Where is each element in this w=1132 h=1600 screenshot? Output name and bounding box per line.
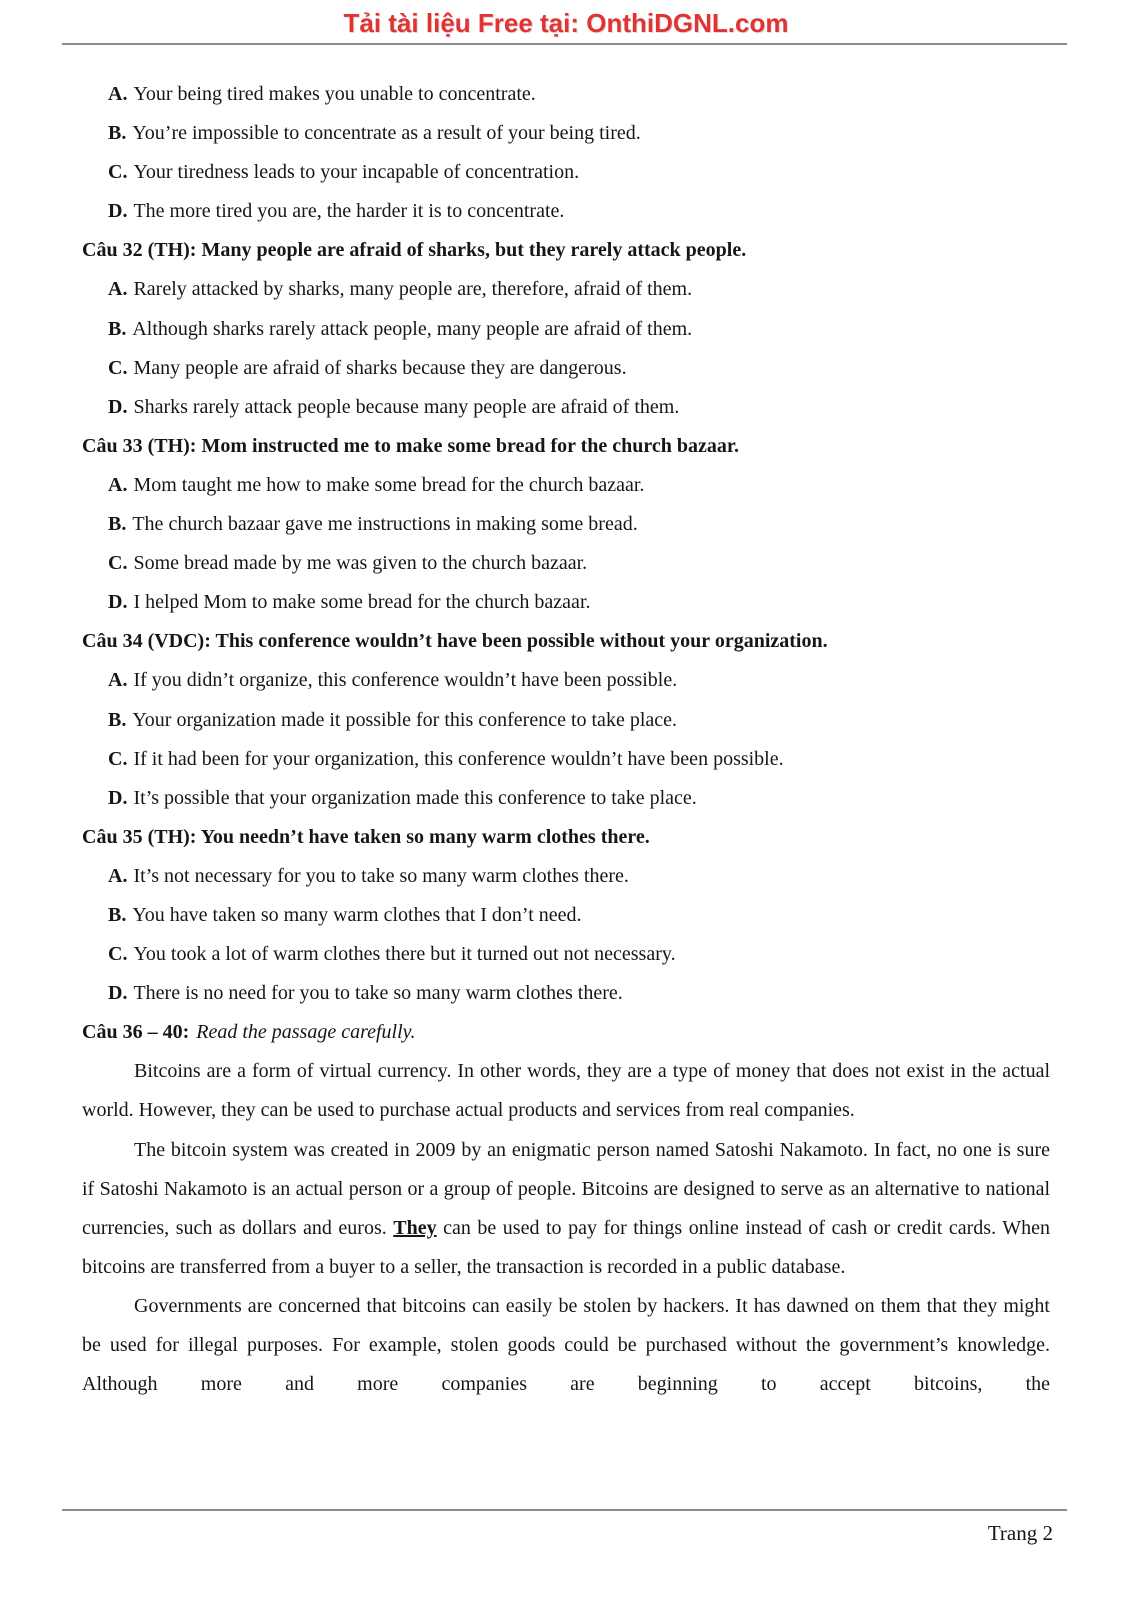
option-text: You’re impossible to concentrate as a result of your being tired. (132, 122, 641, 145)
option-letter: B. (108, 122, 127, 145)
option-letter: C. (108, 161, 128, 184)
question-block (82, 427, 1050, 622)
option-text: If you didn’t organize, this conference wouldn’t have been possible. (133, 669, 678, 692)
answer-option (82, 661, 1050, 700)
question-block (82, 818, 1050, 1013)
option-text: The more tired you are, the harder it is to concentrate. (133, 200, 565, 223)
passage-text-after: can be used to pay for things online instead of cash or credit cards. When bitcoins are transferred from a buyer to a seller, the transaction is recorded in a public database. (82, 1216, 1051, 1278)
answer-option (82, 740, 1050, 779)
option-letter: C. (108, 943, 128, 966)
option-letter: A. (108, 83, 128, 105)
option-letter: B. (108, 903, 127, 926)
option-text: Your organization made it possible for this conference to take place. (132, 708, 678, 731)
option-text: If it had been for your organization, this conference wouldn’t have been possible. (133, 747, 784, 770)
option-letter: B. (108, 317, 127, 340)
option-letter: B. (108, 708, 127, 731)
option-text: Sharks rarely attack people because many people are afraid of them. (133, 395, 680, 418)
option-letter: D. (108, 591, 128, 614)
answer-option (82, 896, 1050, 935)
answer-option (82, 153, 1050, 192)
question-block (82, 622, 1050, 817)
underlined-pronoun: They (393, 1216, 437, 1239)
option-text: Rarely attacked by sharks, many people are, therefore, afraid of them. (133, 278, 693, 301)
answer-option (82, 701, 1050, 740)
option-letter: D. (108, 786, 128, 809)
option-text: Mom taught me how to make some bread for the church bazaar. (133, 473, 645, 496)
answer-option (82, 388, 1050, 427)
promo-banner: Tải tài liệu Free tại: OnthiDGNL.com (343, 8, 789, 38)
answer-option (82, 974, 1050, 1013)
page-content (0, 45, 1132, 1404)
option-letter: A. (108, 864, 128, 887)
question-title: Câu 32 (TH): Many people are afraid of sharks, but they rarely attack people. (82, 239, 747, 262)
footer-divider (62, 1509, 1067, 1511)
option-text: I helped Mom to make some bread for the church bazaar. (133, 591, 591, 614)
passage-range-label: Câu 36 – 40: (82, 1021, 190, 1044)
answer-option (82, 544, 1050, 583)
answer-option (82, 583, 1050, 622)
option-text: Some bread made by me was given to the church bazaar. (133, 552, 588, 575)
option-letter: D. (108, 395, 128, 418)
answer-option (82, 935, 1050, 974)
option-letter: C. (108, 747, 128, 770)
option-letter: C. (108, 356, 128, 379)
answer-option (82, 349, 1050, 388)
answer-option (82, 857, 1050, 896)
option-text: The church bazaar gave me instructions in making some bread. (132, 513, 638, 536)
passage-paragraph-2 (82, 1131, 1050, 1287)
option-letter: A. (108, 278, 128, 301)
answer-option (82, 505, 1050, 544)
passage-text-before: The bitcoin system was created in 2009 by an enigmatic person named Satoshi Nakamoto. In fact, no one is sure if Satoshi Nakamoto is an actual person or a group of people. Bitcoins are designed to serve as an alternative to national currencies, such as dollars and euros. (82, 1138, 1050, 1239)
passage-heading (82, 1013, 1050, 1052)
answer-option (82, 466, 1050, 505)
option-letter: A. (108, 473, 128, 496)
passage-instruction: Read the passage carefully. (196, 1021, 416, 1044)
answer-option (82, 310, 1050, 349)
option-text: It’s not necessary for you to take so many warm clothes there. (133, 864, 629, 887)
page-number: Trang 2 (987, 1521, 1053, 1545)
answer-option (82, 192, 1050, 231)
option-letter: D. (108, 200, 128, 223)
option-letter: B. (108, 513, 127, 536)
option-text: Your tiredness leads to your incapable of concentration. (133, 161, 580, 184)
answer-option (82, 114, 1050, 153)
option-text: Many people are afraid of sharks because they are dangerous. (133, 356, 627, 379)
passage-paragraph-3: Governments are concerned that bitcoins can easily be stolen by hackers. It has dawned on them that they might be used for illegal purposes. For example, stolen goods could be purchased without the government’s knowledge. Although more and more companies are beginning to accept bitcoins, the (82, 1294, 1050, 1396)
answer-option (82, 270, 1050, 309)
answer-option (82, 779, 1050, 818)
question-title: Câu 35 (TH): You needn’t have taken so many warm clothes there. (82, 825, 650, 848)
option-letter: C. (108, 552, 128, 575)
option-text: It’s possible that your organization made this conference to take place. (133, 786, 697, 809)
option-text: There is no need for you to take so many warm clothes there. (133, 982, 623, 1005)
question-block (82, 231, 1050, 426)
option-letter: A. (108, 669, 128, 692)
question-title: Câu 34 (VDC): This conference wouldn’t have been possible without your organization. (82, 630, 828, 653)
option-text: You have taken so many warm clothes that I don’t need. (132, 903, 582, 926)
answer-option (82, 75, 1050, 114)
passage-paragraph-1: Bitcoins are a form of virtual currency. In other words, they are a type of money that does not exist in the actual world. However, they can be used to purchase actual products and services from real companies. (82, 1060, 1050, 1122)
option-letter: D. (108, 982, 128, 1005)
option-text: Although sharks rarely attack people, many people are afraid of them. (132, 317, 693, 340)
option-text: Your being tired makes you unable to concentrate. (133, 83, 536, 105)
question-title: Câu 33 (TH): Mom instructed me to make some bread for the church bazaar. (82, 434, 739, 457)
option-text: You took a lot of warm clothes there but it turned out not necessary. (133, 943, 676, 966)
